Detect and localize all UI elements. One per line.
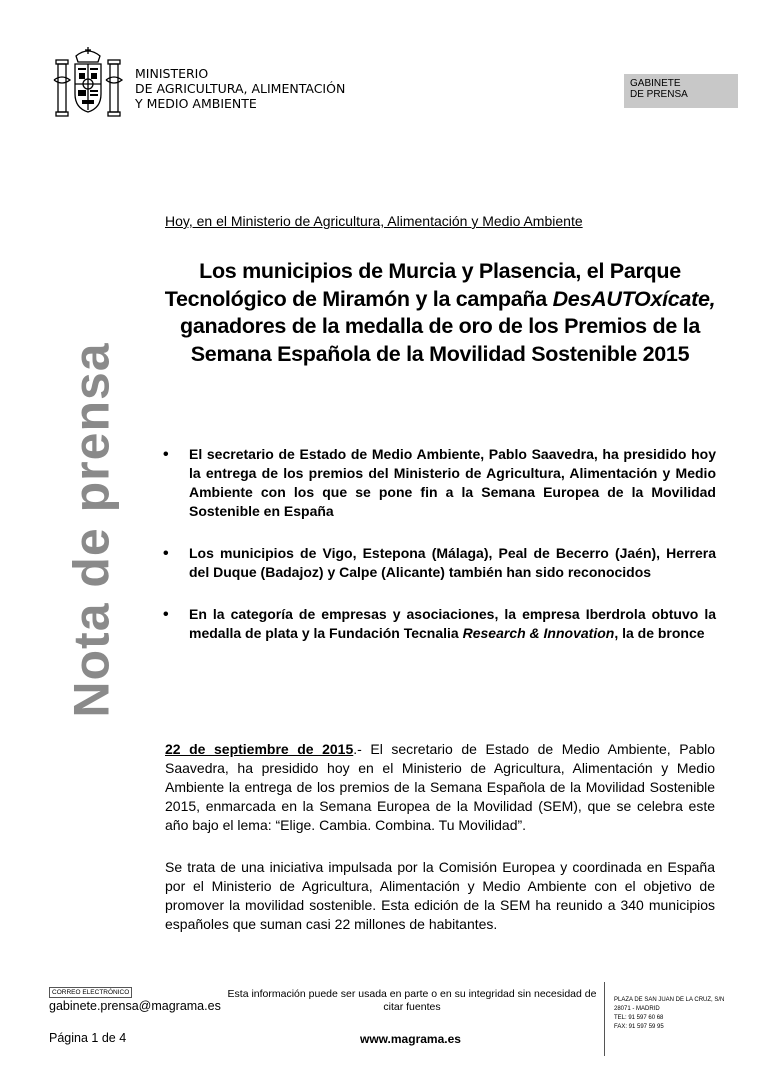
- dateline: 22 de septiembre de 2015: [165, 741, 354, 757]
- body-paragraph: Se trata de una iniciativa impulsada por la Comisión Europea y coordinada en España por el Ministerio de Agricultura, Alimentación y Medio Ambiente con el objetivo de promover la movilidad sostenible. Esta edición de la SEM ha reunido a 340 municipios españoles que suman casi 22 millones de habitantes.: [165, 859, 715, 932]
- address-line: 28071 - MADRID: [614, 1006, 660, 1012]
- gabinete-line: GABINETE: [630, 78, 681, 89]
- paragraph-text: .- El secretario de Estado de Medio Ambiente, Pablo Saavedra, ha presidido hoy en el Ministerio de Agricultura, Alimentación y Medio Ambiente la entrega de los premios de la Semana Española de la Movilidad Sostenible 2015, enmarcada en la Semana Europea de la Movilidad (SEM), que se celebra este año bajo el lema: “Elige. Cambia. Combina. Tu Movilidad”.: [165, 741, 715, 833]
- bullet-text-pre: En la categoría de empresas y asociaciones, la empresa Iberdrola obtuvo la medalla de plata y la Fundación Tecnalia: [189, 606, 716, 641]
- intro-line: Hoy, en el Ministerio de Agricultura, Alimentación y Medio Ambiente: [165, 213, 583, 229]
- ministry-line: MINISTERIO: [135, 66, 209, 81]
- bullet-item: [163, 605, 716, 643]
- gabinete-line: DE PRENSA: [630, 89, 688, 100]
- side-label: [62, 342, 122, 718]
- page-title: [160, 258, 720, 368]
- address-line: PLAZA DE SAN JUAN DE LA CRUZ, S/N: [614, 997, 725, 1003]
- summary-bullets: [163, 445, 716, 666]
- address-line: TEL: 91 597 60 68: [614, 1015, 664, 1021]
- bullet-item: [163, 445, 716, 521]
- website: www.magrama.es: [360, 1032, 461, 1046]
- bullet-text-italic: Research & Innovation: [462, 625, 615, 641]
- email-label: CORREO ELECTRÓNICO: [49, 987, 132, 998]
- footer-divider: [604, 982, 605, 1056]
- gabinete-badge: [624, 74, 738, 108]
- ministry-name: [135, 66, 345, 111]
- bullet-text: Los municipios de Vigo, Estepona (Málaga), Peal de Becerro (Jaén), Herrera del Duque (Badajoz) y Calpe (Alicante) también han sido reconocidos: [189, 545, 716, 580]
- body-paragraph: [165, 740, 715, 835]
- headline-part2: ganadores de la medalla de oro de los Premios de la Semana Española de la Movilidad Sostenible 2015: [180, 314, 700, 366]
- headline-campaign-name: DesAUTOxícate,: [552, 286, 716, 311]
- address-line: FAX: 91 597 59 95: [614, 1024, 664, 1030]
- bullet-text: El secretario de Estado de Medio Ambiente, Pablo Saavedra, ha presidido hoy la entrega de los premios del Ministerio de Agricultura, Alimentación y Medio Ambiente con los que se pone fin a la Semana Europea de la Movilidad Sostenible en España: [189, 446, 716, 519]
- headline-part1: Los municipios de Murcia y Plasencia, el Parque Tecnológico de Miramón y la campaña: [164, 259, 681, 311]
- usage-disclaimer: Esta información puede ser usada en parte o en su integridad sin necesidad de citar fuentes: [227, 988, 597, 1013]
- page-number: Página 1 de 4: [49, 1031, 127, 1045]
- ministry-line: Y MEDIO AMBIENTE: [135, 96, 257, 111]
- postal-address: [614, 996, 724, 1032]
- ministry-line: DE AGRICULTURA, ALIMENTACIÓN: [135, 81, 346, 96]
- contact-email: gabinete.prensa@magrama.es: [49, 999, 221, 1013]
- bullet-item: [163, 544, 716, 582]
- bullet-text-post: , la de bronce: [614, 625, 705, 641]
- spain-coat-of-arms-icon: [52, 46, 124, 124]
- side-label-text: Nota de prensa: [64, 342, 120, 718]
